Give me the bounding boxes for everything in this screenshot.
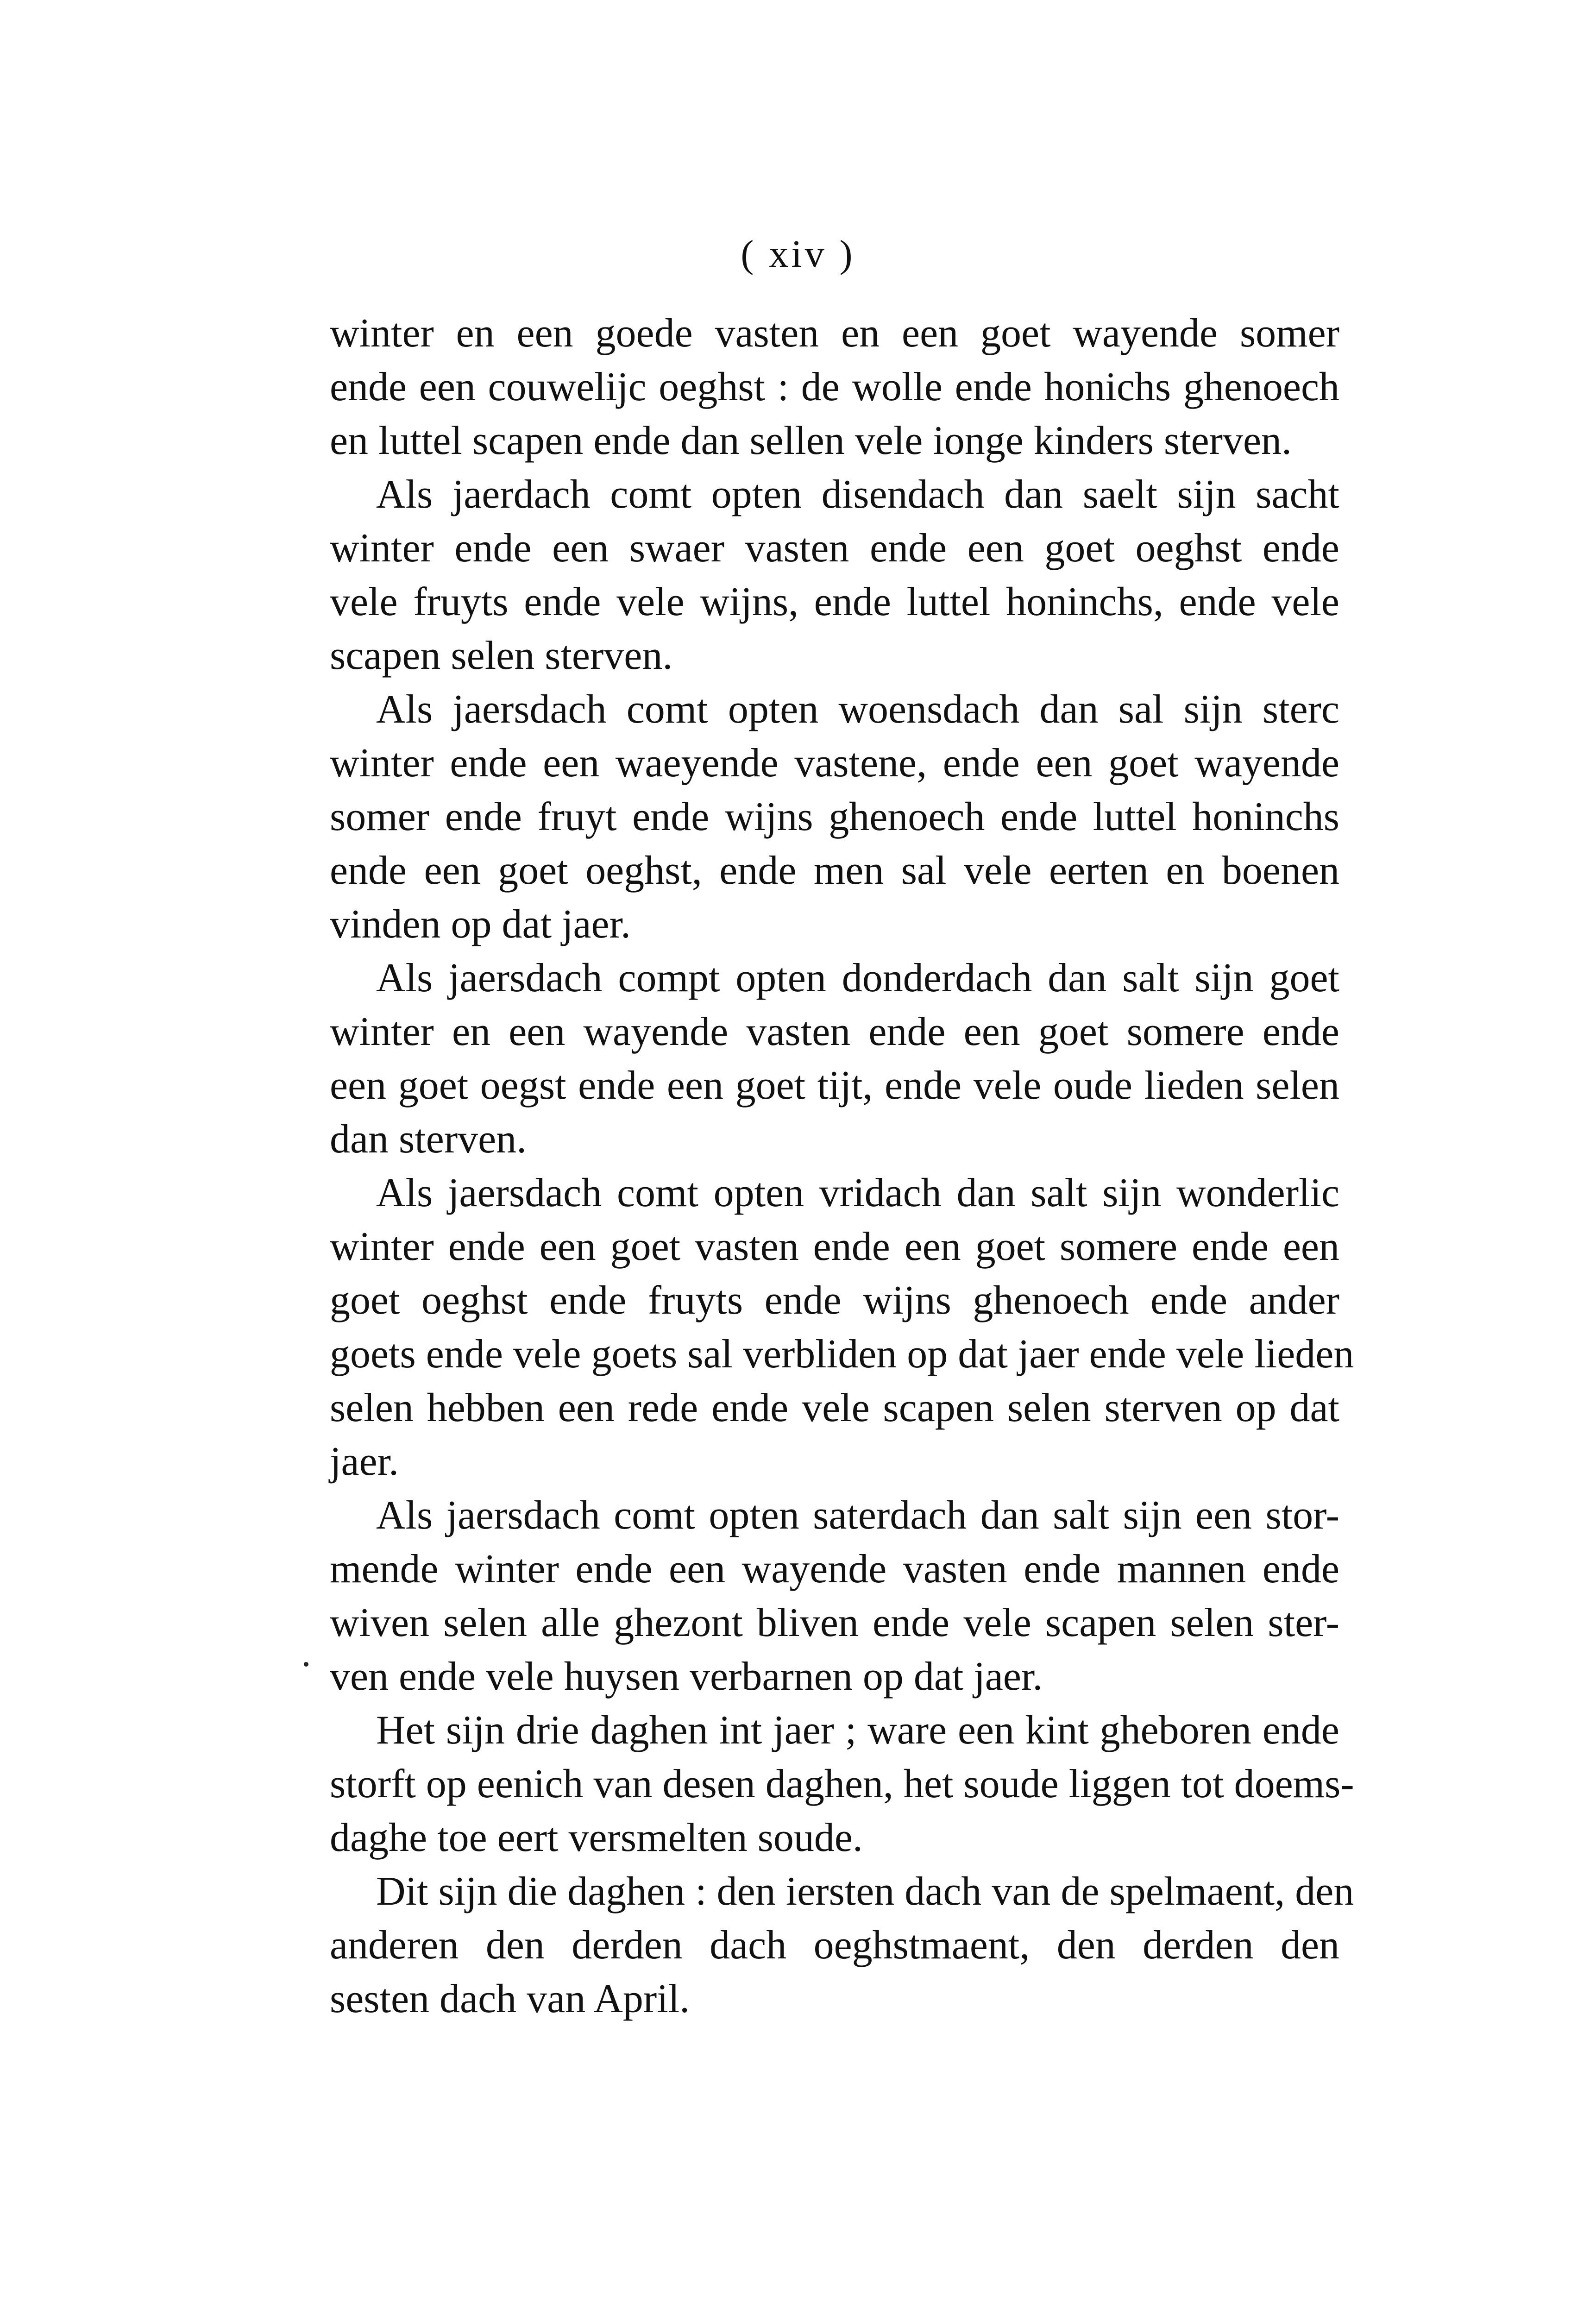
text-line: sesten dach van April. [330, 1976, 690, 2021]
text-line: somer ende fruyt ende wijns ghenoech ende luttel honinchs [330, 794, 1339, 839]
text-line: vele fruyts ende vele wijns, ende luttel honinchs, ende vele [330, 579, 1339, 624]
text-line: jaer. [330, 1439, 399, 1484]
text-line: Als jaersdach comt opten vridach dan salt sijn wonderlic [376, 1171, 1339, 1215]
paragraph [330, 951, 1339, 1166]
paragraph [330, 1489, 1339, 1704]
text-line: dan sterven. [330, 1117, 527, 1162]
print-speck [304, 1662, 308, 1667]
text-line: winter en een wayende vasten ende een goet somere ende [330, 1009, 1339, 1054]
body-text [330, 307, 1354, 2026]
text-line: Het sijn drie daghen int jaer ; ware een kint gheboren ende [376, 1708, 1339, 1753]
text-line: Als jaersdach comt opten saterdach dan salt sijn een stor- [376, 1493, 1339, 1538]
text-line: een goet oegst ende een goet tijt, ende vele oude lieden selen [330, 1063, 1339, 1108]
text-line: selen hebben een rede ende vele scapen selen sterven op dat [330, 1385, 1339, 1430]
text-line: daghe toe eert versmelten soude. [330, 1815, 863, 1860]
paragraph [330, 1704, 1354, 1865]
text-line: ende een goet oeghst, ende men sal vele eerten en boenen [330, 848, 1339, 893]
paragraph [330, 307, 1339, 468]
text-line: winter ende een swaer vasten ende een goet oeghst ende [330, 526, 1339, 571]
text-line: vinden op dat jaer. [330, 902, 631, 947]
text-line: winter en een goede vasten en een goet wayende somer [330, 311, 1339, 356]
paragraph [330, 683, 1339, 951]
paragraph [330, 468, 1339, 683]
text-line: winter ende een waeyende vastene, ende een goet wayende [330, 741, 1339, 786]
text-line: winter ende een goet vasten ende een goet somere ende een [330, 1224, 1339, 1269]
text-line: Als jaerdach comt opten disendach dan saelt sijn sacht [376, 472, 1339, 517]
text-line: goets ende vele goets sal verbliden op dat jaer ende vele lieden [330, 1332, 1354, 1377]
text-line: Als jaersdach comt opten woensdach dan sal sijn sterc [376, 687, 1339, 732]
text-line: Als jaersdach compt opten donderdach dan salt sijn goet [376, 956, 1339, 1001]
text-line: scapen selen sterven. [330, 633, 673, 678]
text-line: anderen den derden dach oeghstmaent, den derden den [330, 1923, 1339, 1968]
paragraph [330, 1166, 1354, 1489]
paragraph [330, 1865, 1354, 2026]
text-line: Dit sijn die daghen : den iersten dach van de spelmaent, den [376, 1869, 1354, 1914]
text-line: ven ende vele huysen verbarnen op dat jaer. [330, 1654, 1043, 1699]
text-line: wiven selen alle ghezont bliven ende vele scapen selen ster- [330, 1600, 1339, 1645]
page-number: ( xiv ) [741, 233, 855, 276]
text-line: storft op eenich van desen daghen, het soude liggen tot doems- [330, 1762, 1354, 1806]
text-line: en luttel scapen ende dan sellen vele ionge kinders sterven. [330, 418, 1292, 463]
text-line: ende een couwelijc oeghst : de wolle ende honichs ghenoech [330, 365, 1339, 409]
text-line: mende winter ende een wayende vasten ende mannen ende [330, 1547, 1339, 1592]
text-line: goet oeghst ende fruyts ende wijns ghenoech ende ander [330, 1278, 1339, 1323]
